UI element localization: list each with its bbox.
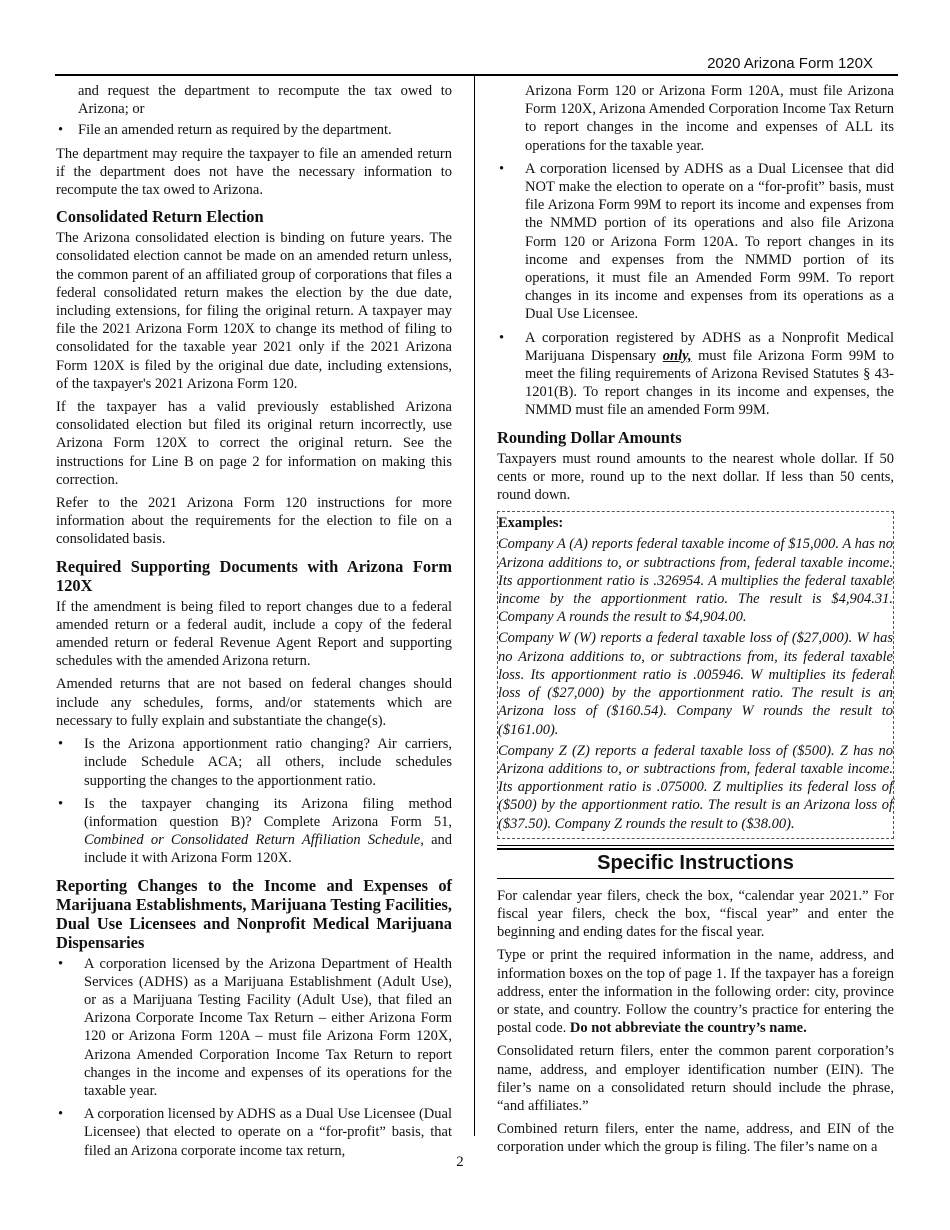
bullet-file-amended: • File an amended return as required by the department. — [56, 121, 452, 139]
bullet-marijuana-establishment: • A corporation licensed by the Arizona Department of Health Services (ADHS) as a Marijuana Establishment (Adult Use), or as a Marijuana Testing Facility (Adult Use), that filed an Arizona Corporate Income Tax Return – either Arizona Form 120 or Arizona Form 120A – must file Arizona Form 120X, Arizona Amended Corporation Income Tax Return to report changes in the income and expenses of its operations for the taxable year. — [56, 955, 452, 1101]
paragraph-consolidated-2: If the taxpayer has a valid previously established Arizona consolidated election but filed its original return incorrectly, use Arizona Form 120X to correct the original return. See the instructions for Line B on page 2 for information on making this correction. — [56, 399, 452, 488]
examples-label: Examples: — [498, 515, 564, 532]
bullet-nonprofit-text-b: must file Arizona Form 99M to meet the filing requirements of Arizona Revised Statutes § 43-1201(B). To report changes in its income and expenses, the NMMD must file an amended Form 99M. — [525, 347, 895, 419]
paragraph-supporting-2: Amended returns that are not based on federal changes should include any schedules, forms, and/or statements which are necessary to fully explain and substantiate the change(s). — [56, 676, 452, 729]
bullet-nonprofit-text-a: A corporation registered by ADHS as a Nonprofit Medical Marijuana Dispensary — [525, 329, 894, 364]
paragraph-specific-3: Consolidated return filers, enter the common parent corporation’s name, address, and employer identification number (EIN). The filer’s name on a consolidated return should include the phrase, “and affiliates.” — [497, 1043, 894, 1114]
heading-marijuana-reporting: Reporting Changes to the Income and Expenses of Marijuana Establishments, Marijuana Testing Facilities, Dual Use Licensees and Nonprofit Medical Marijuana Dispensaries — [56, 875, 452, 952]
paragraph-supporting-1: If the amendment is being filed to report changes due to a federal amended return or a federal audit, include a copy of the federal amended return or federal Revenue Agent Report and supporting schedules with the amended Arizona return. — [56, 598, 452, 670]
form-51-title: Combined or Consolidated Return Affiliation Schedule, — [84, 832, 424, 849]
paragraph-consolidated-1: The Arizona consolidated election is binding on future years. The consolidated election cannot be made on an amended return unless, the common parent of an affiliated group of corporations that files a federal consolidated return makes the election by the due date, including extensions, for filing the original return. A taxpayer may file the 2021 Arizona Form 120X to change its method of filing to consolidated for the taxable year 2021 only if the 2021 Arizona Form 120X is filed by the original due date, including extensions, of the taxpayer's 2021 Arizona Form 120. — [56, 230, 452, 392]
heading-specific-instructions: Specific Instructions — [497, 848, 894, 879]
paragraph-consolidated-3: Refer to the 2021 Arizona Form 120 instructions for more information about the requirements for the election to file on a consolidated basis. — [56, 495, 452, 548]
paragraph-dept-require: The department may require the taxpayer to file an amended return if the department does not have the necessary information to recompute the tax owed to Arizona. — [56, 145, 452, 199]
specific-instructions-section — [497, 845, 894, 879]
right-column — [497, 82, 894, 1162]
column-divider — [474, 76, 475, 1136]
bullet-dual-licensee-nonprofit: • A corporation licensed by ADHS as a Dual Licensee that did NOT make the election to operate on a “for-profit” basis, must file Arizona Form 99M to report its income and expenses from the NMMD portion of its operations and also file Arizona Form 120 or Arizona Form 120A. To report changes in its income and expenses from the NMMD portion of its operations, it must file an Amended Form 99M. To report changes in its income and expenses from its operations as a Dual Use Licensee. — [497, 160, 894, 324]
continued-list-item: and request the department to recompute the tax owed to Arizona; or — [78, 83, 452, 118]
heading-rounding: Rounding Dollar Amounts — [497, 427, 682, 447]
heading-consolidated-election: Consolidated Return Election — [56, 207, 264, 227]
supporting-bullet-list — [56, 735, 452, 867]
header-rule — [55, 74, 898, 76]
marijuana-bullet-list-continued — [497, 160, 894, 420]
paragraph-specific-2-text: Type or print the required information in the name, address, and information boxes on the top of page 1. If the taxpayer has a foreign address, enter the information in the following order: city, province or state, and country. Follow the country’s practice for entering the postal code. — [497, 947, 894, 1037]
page-number: 2 — [456, 1154, 464, 1170]
bullet-filing-method-text-c: and include it with Arizona Form 120X. — [84, 832, 453, 867]
left-column — [56, 82, 452, 1165]
bullet-apportionment: • Is the Arizona apportionment ratio changing? Air carriers, include Schedule ACA; all others, include schedules supporting the changes to the apportionment ratio. — [56, 735, 452, 790]
emphasis-only: only, — [662, 347, 692, 364]
example-company-z: Company Z (Z) reports a federal taxable loss of ($500). Z has no Arizona additions to, or subtractions from, federal taxable income. Its apportionment ratio is .075000. Z multiplies its federal loss of ($500) by the apportionment ratio. The result is an Arizona loss of ($37.50). Company Z rounds the result to ($38.00). — [498, 742, 893, 832]
bullet-filing-method-text-a: Is the taxpayer changing its Arizona filing method (information question B)? Complete Arizona Form 51, — [84, 795, 452, 830]
marijuana-bullet-list — [56, 955, 452, 1160]
bullet-dual-use-licensee: • A corporation licensed by ADHS as a Dual Use Licensee (Dual Licensee) that elected to operate on a “for-profit” basis, that filed an Arizona corporate income tax return, — [56, 1105, 452, 1160]
bullet-filing-method — [56, 795, 452, 868]
examples-box — [497, 511, 894, 838]
paragraph-specific-4: Combined return filers, enter the name, address, and EIN of the corporation under which the group is filing. The filer’s name on a — [497, 1121, 894, 1156]
form-title: 2020 Arizona Form 120X — [707, 55, 873, 72]
paragraph-rounding: Taxpayers must round amounts to the nearest whole dollar. If 50 cents or more, round up to the next dollar. If less than 50 cents, round down. — [497, 450, 894, 504]
paragraph-specific-1: For calendar year filers, check the box, “calendar year 2021.” For fiscal year filers, check the box, “fiscal year” and enter the beginning and ending dates for the fiscal year. — [497, 887, 894, 941]
bullet-nonprofit-dispensary — [497, 329, 894, 420]
country-name-warning: Do not abbreviate the country’s name. — [569, 1020, 807, 1037]
amended-bullet-list — [56, 121, 452, 139]
example-company-a: Company A (A) reports federal taxable income of $15,000. A has no Arizona additions to, or subtractions from, federal taxable income. Its apportionment ratio is .326954. A multiplies the federal taxable income by the apportionment ratio. The result is $4,904.31. Company A rounds the result to $4,904.00. — [498, 536, 893, 626]
example-company-w: Company W (W) reports a federal taxable loss of ($27,000). W has no Arizona additions to, or subtractions from, its federal taxable loss. Its apportionment ratio is .005946. W multiplies its federal loss of ($27,000) by the apportionment ratio. The result is an Arizona loss of ($160.54). Company W rounds the result to ($161.00). — [498, 630, 893, 738]
paragraph-specific-2 — [497, 946, 894, 1037]
dual-use-continued: Arizona Form 120 or Arizona Form 120A, must file Arizona Form 120X, Arizona Amended Corporation Income Tax Return to report changes in the income and expenses of ALL its operations for the taxable year. — [525, 83, 894, 154]
heading-supporting-documents: Required Supporting Documents with Arizona Form 120X — [56, 556, 452, 595]
